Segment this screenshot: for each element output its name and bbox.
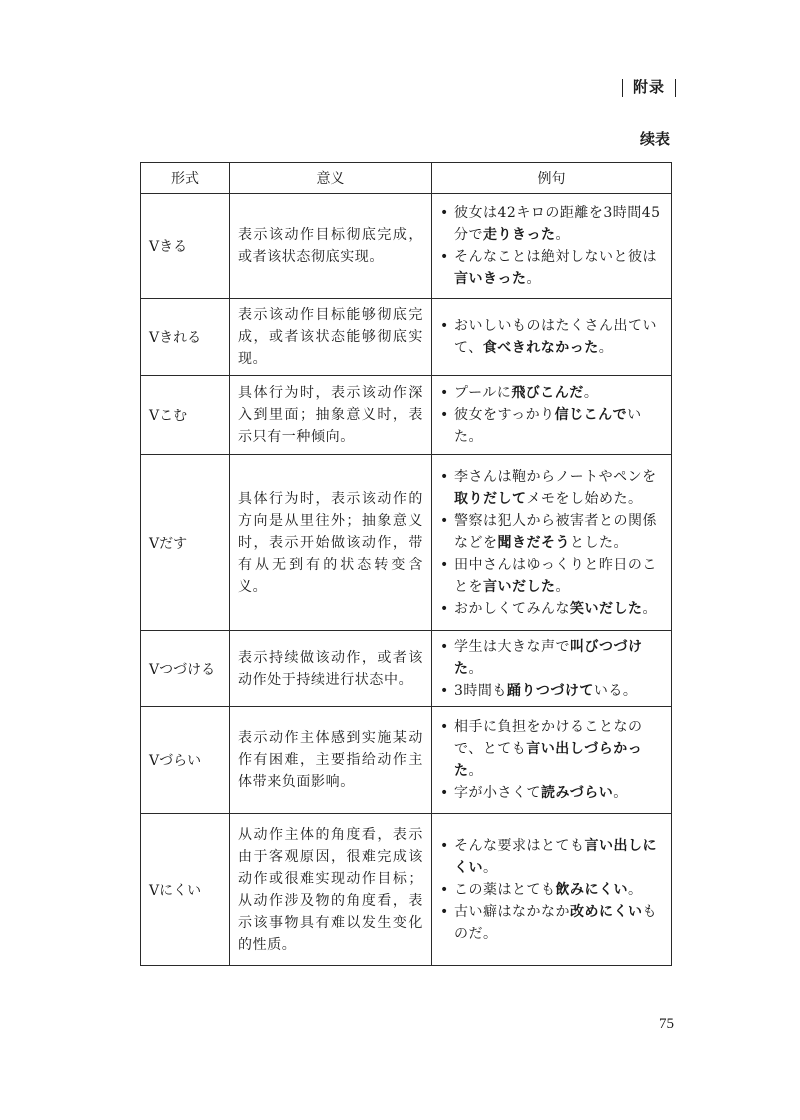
meaning-cell: 表示动作主体感到实施某动作有困难，主要指给动作主体带来负面影响。 — [230, 707, 432, 814]
page-number: 75 — [659, 1016, 674, 1032]
highlighted-expression: 踊りつづけて — [506, 682, 594, 699]
example-list — [440, 382, 665, 448]
sentence-text: 。 — [598, 340, 614, 356]
examples-cell — [432, 299, 672, 376]
sentence-text: 。 — [555, 578, 570, 595]
examples-cell — [432, 814, 672, 966]
example-sentence — [440, 404, 665, 448]
table-row — [141, 376, 672, 455]
highlighted-expression: 聞きだそう — [497, 534, 570, 551]
sentence-text: 。 — [468, 660, 483, 677]
example-sentence — [440, 466, 665, 510]
table-row — [141, 631, 672, 707]
sentence-text: 相手に負担をかけることなので、とても — [454, 719, 643, 757]
sentence-text: 彼女は42キロの距離を3時間45分で — [454, 205, 661, 243]
sentence-text: プールに — [454, 385, 512, 401]
sentence-text: おかしくてみんな — [454, 600, 570, 617]
example-sentence — [440, 246, 665, 290]
sentence-text: そんなことは絶対しないと彼は — [454, 249, 657, 265]
meaning-cell: 表示该动作目标能够彻底完成，或者该状态能够彻底实现。 — [230, 299, 432, 376]
example-list — [440, 716, 665, 804]
appendix-label: 附录 — [632, 78, 665, 96]
sentence-text: おいしいものはたくさん出ていて、 — [454, 318, 657, 356]
form-cell: Vにくい — [141, 814, 230, 966]
header-divider-left — [622, 79, 623, 97]
sentence-text: 李さんは鞄からノートやペンを — [454, 468, 657, 485]
table-header-row — [141, 163, 672, 194]
sentence-text: 3時間も — [454, 682, 507, 699]
example-list — [440, 466, 665, 620]
form-cell: Vつづける — [141, 631, 230, 707]
highlighted-expression: 改めにくい — [570, 903, 643, 920]
example-sentence — [440, 782, 665, 804]
table-row — [141, 194, 672, 299]
example-sentence — [440, 510, 665, 554]
example-sentence — [440, 879, 665, 901]
header-meaning: 意义 — [230, 163, 432, 194]
highlighted-expression: 走りきった — [483, 227, 556, 243]
highlighted-expression: 言い出しづらかった — [454, 741, 643, 779]
example-sentence — [440, 835, 665, 879]
examples-cell — [432, 194, 672, 299]
table-row — [141, 299, 672, 376]
sentence-text: 。 — [642, 600, 657, 617]
example-list — [440, 835, 665, 945]
highlighted-expression: 言いだした — [483, 578, 556, 595]
meaning-cell: 从动作主体的角度看，表示由于客观原因，很难完成该动作或很难实现动作目标；从动作涉及物的角度看，表示该事物具有难以发生变化的性质。 — [230, 814, 432, 966]
highlighted-expression: 取りだして — [454, 490, 527, 507]
header-divider-right — [675, 79, 676, 97]
example-list — [440, 202, 665, 290]
form-cell: Vだす — [141, 455, 230, 631]
sentence-text: そんな要求はとても — [454, 837, 585, 854]
meaning-cell: 具体行为时，表示该动作深入到里面；抽象意义时，表示只有一种倾向。 — [230, 376, 432, 455]
sentence-text: 。 — [583, 385, 599, 401]
sentence-text: ものだ。 — [454, 903, 657, 942]
sentence-text: 彼女をすっかり — [454, 407, 555, 423]
highlighted-expression: 笑いだした — [570, 600, 643, 617]
sentence-text: 学生は大きな声で — [454, 638, 570, 655]
highlighted-expression: 叫びつづけた — [454, 638, 643, 677]
sentence-text: 。 — [526, 271, 541, 287]
sentence-text: 。 — [555, 227, 570, 243]
sentence-text: 。 — [483, 859, 498, 876]
example-sentence — [440, 382, 665, 404]
form-cell: Vこむ — [141, 376, 230, 455]
table-row — [141, 707, 672, 814]
sentence-text: メモをし始めた。 — [526, 490, 643, 507]
highlighted-expression: 信じこんで — [554, 407, 628, 423]
running-header — [622, 76, 676, 97]
highlighted-expression: 言い出しにくい — [454, 837, 657, 876]
table-row — [141, 814, 672, 966]
examples-cell — [432, 707, 672, 814]
highlighted-expression: 読みづらい — [541, 785, 614, 801]
example-sentence — [440, 315, 665, 359]
highlighted-expression: 飲みにくい — [555, 881, 628, 898]
example-sentence — [440, 901, 665, 945]
form-cell: Vきる — [141, 194, 230, 299]
meaning-cell: 表示该动作目标彻底完成，或者该状态彻底实现。 — [230, 194, 432, 299]
sentence-text: 。 — [613, 785, 628, 801]
sentence-text: 。 — [628, 881, 643, 898]
examples-cell — [432, 631, 672, 707]
sentence-text: 字が小さくて — [454, 785, 541, 801]
example-list — [440, 636, 665, 702]
sentence-text: 。 — [468, 763, 483, 779]
examples-cell — [432, 455, 672, 631]
grammar-table — [140, 162, 672, 966]
sentence-text: いる。 — [593, 682, 638, 699]
highlighted-expression: 飛びこんだ — [511, 385, 584, 401]
meaning-cell: 具体行为时，表示该动作的方向是从里往外；抽象意义时，表示开始做该动作，带有从无到有的状态转变含义。 — [230, 455, 432, 631]
example-sentence — [440, 554, 665, 598]
sentence-text: 田中さんはゆっくりと昨日のことを — [454, 556, 657, 595]
form-cell: Vづらい — [141, 707, 230, 814]
table-row — [141, 455, 672, 631]
highlighted-expression: 食べきれなかった — [482, 340, 599, 356]
example-sentence — [440, 598, 665, 620]
form-cell: Vきれる — [141, 299, 230, 376]
header-examples: 例句 — [432, 163, 672, 194]
examples-cell — [432, 376, 672, 455]
example-sentence — [440, 202, 665, 246]
continued-table-label: 续表 — [639, 130, 670, 148]
sentence-text: とした。 — [570, 534, 628, 551]
example-sentence — [440, 716, 665, 782]
meaning-cell: 表示持续做该动作，或者该动作处于持续进行状态中。 — [230, 631, 432, 707]
header-form: 形式 — [141, 163, 230, 194]
sentence-text: 警察は犯人から被害者との関係などを — [454, 512, 657, 551]
sentence-text: この薬はとても — [454, 881, 556, 898]
highlighted-expression: 言いきった — [454, 271, 527, 287]
sentence-text: 古い癖はなかなか — [454, 903, 570, 920]
example-sentence — [440, 680, 665, 702]
example-sentence — [440, 636, 665, 680]
sentence-text: いた。 — [454, 407, 642, 445]
example-list — [440, 315, 665, 359]
